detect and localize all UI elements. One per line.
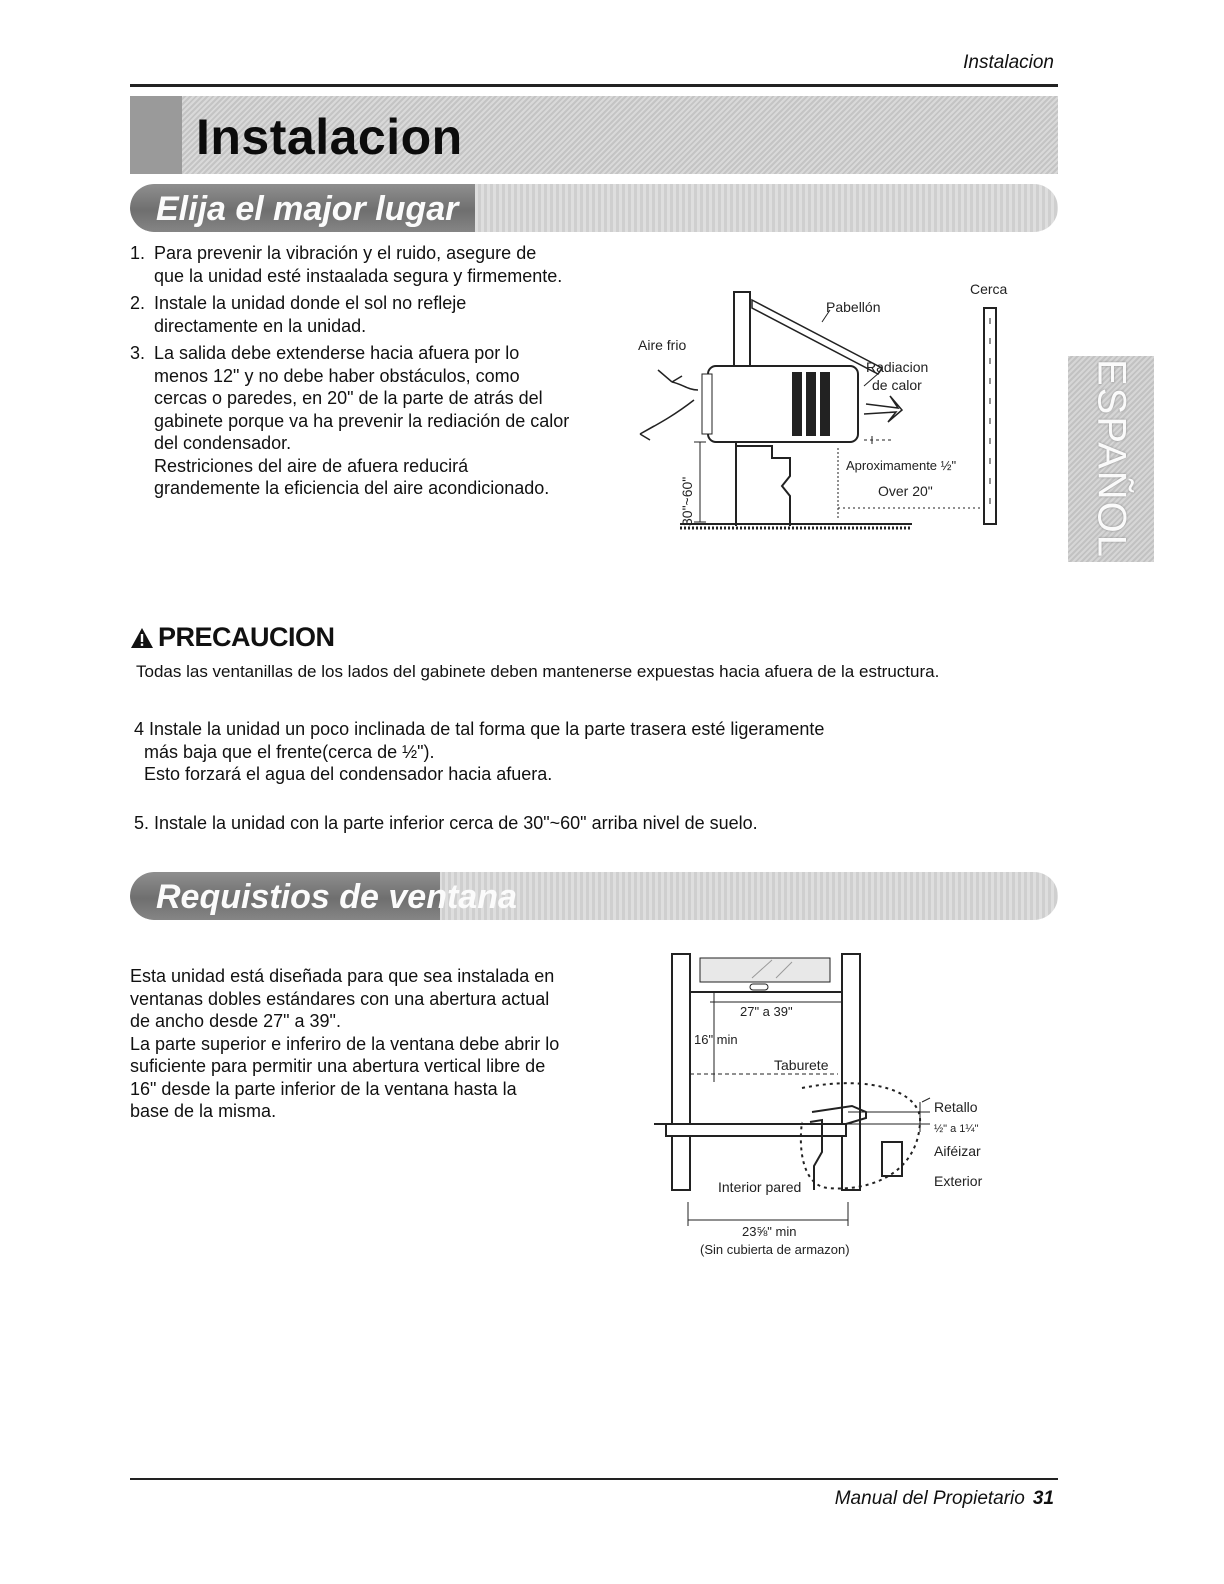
window-label-retallo: Retallo xyxy=(934,1099,978,1115)
running-header: Instalacion xyxy=(963,52,1054,73)
window-label-width: 27" a 39" xyxy=(740,1004,793,1019)
window-label-interior: Interior pared xyxy=(718,1179,802,1195)
section-heading: Elija el major lugar xyxy=(156,190,459,228)
step-4-line: 4 Instale la unidad un poco inclinada de tal forma que la parte trasera esté ligeramente xyxy=(134,719,825,739)
window-label-aifeizar: Aiféizar xyxy=(934,1143,981,1159)
diagram-label-cerca: Cerca xyxy=(970,281,1008,297)
section-heading: Requistios de ventana xyxy=(156,878,517,916)
warning-icon xyxy=(130,627,154,649)
language-side-tab xyxy=(1068,356,1154,562)
diagram-label-over: Over 20" xyxy=(878,483,933,499)
window-requirements-paragraph: Esta unidad está diseñada para que sea instalada en ventanas dobles estándares con una abertura actual de ancho desde 27" a 39". xyxy=(130,966,555,1031)
page-title: Instalacion xyxy=(196,109,463,165)
window-label-exterior: Exterior xyxy=(934,1173,983,1189)
diagram-label-radiacion: Radiacion xyxy=(866,359,929,375)
page-number: 31 xyxy=(1032,1488,1054,1509)
footer-title: Manual del Propietario xyxy=(834,1488,1025,1509)
window-diagram-svg xyxy=(652,952,1012,1262)
title-band xyxy=(130,96,1058,174)
caution-heading xyxy=(130,622,335,653)
section-heading-band xyxy=(130,872,1058,920)
diagram-label-aproximamente: Aproximamente ½" xyxy=(846,458,957,473)
top-rule xyxy=(130,84,1058,87)
caution-text: Todas las ventanillas de los lados del gabinete deben mantenerse expuestas hacia afuera de la estructura. xyxy=(136,662,940,681)
step-4-line: más baja que el frente(cerca de ½"). xyxy=(144,741,435,762)
window-label-16-min: 16" min xyxy=(694,1032,738,1047)
window-label-sin-cubierta: (Sin cubierta de armazon) xyxy=(700,1242,850,1257)
diagram-label-de-calor: de calor xyxy=(872,377,922,393)
caution-title: PRECAUCION xyxy=(158,622,335,652)
diagram-label-height: 30"~60" xyxy=(679,476,695,526)
step-text: La salida debe extenderse hacia afuera por lo menos 12" y no debe haber obstáculos, como cercas o paredes, en 20" de la parte de atrás del gabinete porque va ha prevenir la rediación de calor del condensador. xyxy=(154,343,570,453)
page-footer xyxy=(835,1488,1054,1510)
step-item: 3. La salida debe extenderse hacia afuera por lo menos 12" y no debe haber obstáculos, como cercas o paredes, en 20" de la parte de atrás del gabinete porque va ha prevenir la rediación de calor del condensador. Restriciones del aire de afuera reducirá grandemente la eficiencia del aire acondicionado. xyxy=(130,343,570,498)
step-item: 1. Para prevenir la vibración y el ruido, asegure de que la unidad esté instaalada segura y firmemente. xyxy=(130,243,563,286)
language-label: ESPAÑOL xyxy=(1089,359,1134,559)
window-label-taburete: Taburete xyxy=(774,1057,829,1073)
step-4 xyxy=(134,718,994,786)
step-text: Para prevenir la vibración y el ruido, asegure de que la unidad esté instaalada segura y firmemente. xyxy=(154,243,563,286)
window-label-range: ½" a 1¼" xyxy=(934,1123,979,1135)
step-5: 5. Instale la unidad con la parte inferior cerca de 30"~60" arriba nivel de suelo. xyxy=(134,813,758,833)
placement-steps xyxy=(130,242,570,505)
unit-grille xyxy=(792,372,830,436)
section-heading-band xyxy=(130,184,1058,232)
step-text: Instale la unidad donde el sol no refleje directamente en la unidad. xyxy=(154,293,467,336)
window-label-min-width: 23⅝" min xyxy=(742,1224,797,1239)
placement-diagram-svg xyxy=(632,272,1032,558)
bottom-rule xyxy=(130,1478,1058,1480)
diagram-label-aire-frio: Aire frio xyxy=(638,337,687,353)
diagram-label-pabellon: Pabellón xyxy=(826,299,881,315)
window-requirements-paragraph: La parte superior e inferiro de la ventana debe abrir lo suficiente para permitir una abertura vertical libre de 16" desde la parte inferior de la ventana hasta la base de la misma. xyxy=(130,1033,560,1121)
placement-diagram xyxy=(632,272,1032,558)
window-requirements-text xyxy=(130,965,560,1123)
step-item: 2. Instale la unidad donde el sol no refleje directamente en la unidad. xyxy=(130,293,467,336)
title-tab xyxy=(130,96,182,174)
window-diagram xyxy=(652,952,1012,1262)
step-note: Restriciones del aire de afuera reducirá grandemente la eficiencia del aire acondicionado. xyxy=(154,455,550,498)
step-4-line: Esto forzará el agua del condensador hacia afuera. xyxy=(144,764,553,784)
